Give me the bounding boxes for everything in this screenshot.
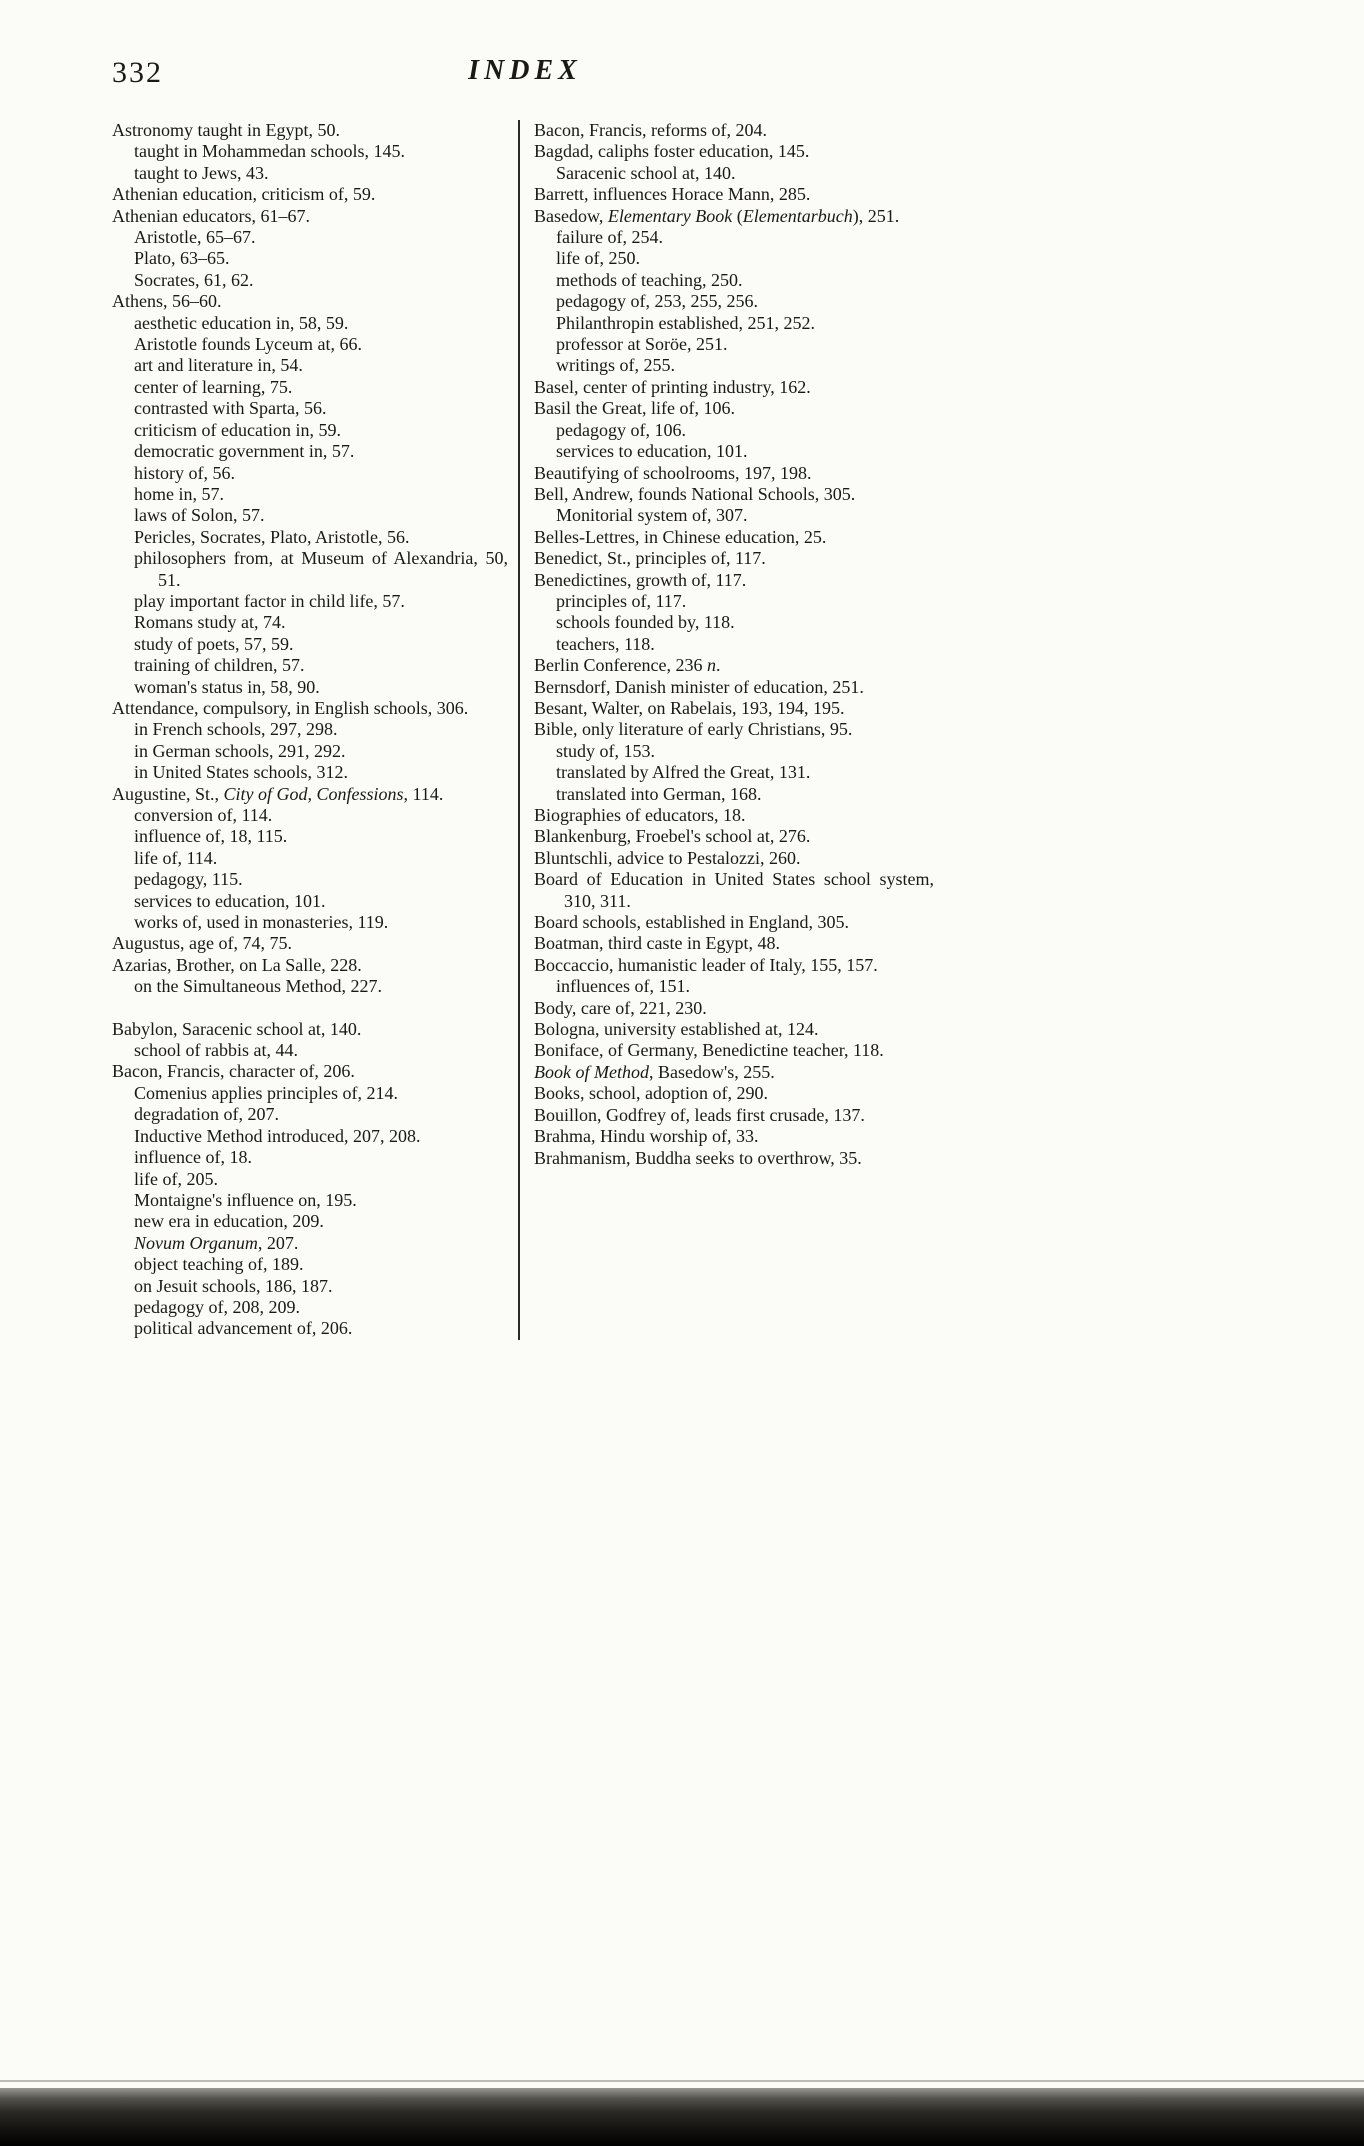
- index-entry: Bell, Andrew, founds National Schools, 305.: [534, 483, 856, 504]
- index-entry: influence of, 18.: [134, 1147, 252, 1168]
- index-entry: on the Simultaneous Method, 227.: [134, 976, 382, 997]
- index-entry: degradation of, 207.: [134, 1104, 279, 1125]
- index-entry: art and literature in, 54.: [134, 355, 303, 376]
- index-entry-italic-text: Book of Method: [534, 1061, 649, 1082]
- index-entry: Inductive Method introduced, 207, 208.: [134, 1125, 421, 1146]
- index-entry: on Jesuit schools, 186, 187.: [134, 1275, 333, 1296]
- index-entry: writings of, 255.: [556, 355, 675, 376]
- index-entry: in United States schools, 312.: [134, 762, 348, 783]
- index-entry-italic-text: Elementarbuch: [742, 205, 853, 226]
- index-entry: [112, 784, 508, 805]
- index-entry: Plato, 63–65.: [134, 248, 230, 269]
- index-entry: taught in Mohammedan schools, 145.: [134, 141, 405, 162]
- index-entry: teachers, 118.: [556, 633, 655, 654]
- index-entry: Benedict, St., principles of, 117.: [534, 548, 766, 569]
- column-left: [112, 120, 508, 1340]
- index-entry: [534, 655, 934, 676]
- index-entry: principles of, 117.: [556, 590, 687, 611]
- index-entry: taught to Jews, 43.: [134, 162, 269, 183]
- index-entry: Boatman, third caste in Egypt, 48.: [534, 933, 780, 954]
- index-entry: Benedictines, growth of, 117.: [534, 569, 747, 590]
- index-entry: Pericles, Socrates, Plato, Aristotle, 56.: [134, 526, 410, 547]
- index-entry: Attendance, compulsory, in English schools, 306.: [112, 697, 469, 718]
- index-entry: laws of Solon, 57.: [134, 505, 265, 526]
- index-entry: Babylon, Saracenic school at, 140.: [112, 1018, 362, 1039]
- index-entry: influence of, 18, 115.: [134, 826, 288, 847]
- index-entry: Aristotle founds Lyceum at, 66.: [134, 334, 362, 355]
- index-entry: [534, 206, 934, 227]
- index-entry: study of, 153.: [556, 740, 655, 761]
- index-entry: life of, 250.: [556, 248, 640, 269]
- index-entry: pedagogy of, 106.: [556, 419, 686, 440]
- index-entry: Romans study at, 74.: [134, 612, 286, 633]
- index-entry: Board of Education in United States school system, 310, 311.: [534, 869, 934, 911]
- index-entry: Athenian educators, 61–67.: [112, 205, 310, 226]
- index-entry: home in, 57.: [134, 483, 224, 504]
- index-entry: professor at Soröe, 251.: [556, 334, 728, 355]
- index-entry: translated into German, 168.: [556, 783, 762, 804]
- index-entry: Athenian education, criticism of, 59.: [112, 184, 376, 205]
- index-entry: pedagogy, 115.: [134, 869, 243, 890]
- index-entry: Bible, only literature of early Christians, 95.: [534, 719, 853, 740]
- index-entry-text: ), 251.: [852, 205, 900, 226]
- column-gap: [112, 998, 508, 1019]
- index-entry: Belles-Lettres, in Chinese education, 25.: [534, 526, 827, 547]
- index-entry: Bacon, Francis, character of, 206.: [112, 1061, 355, 1082]
- page-title: INDEX: [468, 55, 582, 86]
- index-entry: Boniface, of Germany, Benedictine teacher, 118.: [534, 1040, 884, 1061]
- index-entry: in German schools, 291, 292.: [134, 740, 346, 761]
- index-entry: in French schools, 297, 298.: [134, 719, 338, 740]
- index-entry-text: .: [715, 655, 721, 676]
- index-entry: life of, 205.: [134, 1168, 218, 1189]
- index-entry: methods of teaching, 250.: [556, 269, 743, 290]
- index-entry: conversion of, 114.: [134, 805, 273, 825]
- index-entry: Brahma, Hindu worship of, 33.: [534, 1126, 759, 1147]
- index-entry: Bologna, university established at, 124.: [534, 1019, 819, 1040]
- index-entry: Athens, 56–60.: [112, 291, 222, 312]
- index-entry-italic-text: City of God, Confessions: [223, 783, 404, 804]
- scan-artifact-rule: [0, 2080, 1364, 2082]
- index-entry: Boccaccio, humanistic leader of Italy, 155, 157.: [534, 954, 878, 975]
- index-entry: Basel, center of printing industry, 162.: [534, 376, 811, 397]
- index-entry: Aristotle, 65–67.: [134, 227, 256, 248]
- index-entry: center of learning, 75.: [134, 376, 293, 397]
- index-entry: Bluntschli, advice to Pestalozzi, 260.: [534, 847, 801, 868]
- index-entry: Besant, Walter, on Rabelais, 193, 194, 195.: [534, 697, 845, 718]
- index-entry: Augustus, age of, 74, 75.: [112, 933, 292, 954]
- index-entry: democratic government in, 57.: [134, 441, 355, 462]
- page-number: 332: [112, 56, 163, 89]
- index-entry: Bouillon, Godfrey of, leads first crusade, 137.: [534, 1104, 865, 1125]
- index-entry-italic-text: n: [706, 655, 716, 676]
- index-entry: Basil the Great, life of, 106.: [534, 398, 735, 419]
- index-entry: Philanthropin established, 251, 252.: [556, 312, 815, 333]
- index-entry-text: Berlin Conference, 236: [534, 655, 707, 676]
- index-entry: object teaching of, 189.: [134, 1254, 304, 1275]
- index-entry-italic-text: Elementary Book: [607, 205, 733, 226]
- index-entry: play important factor in child life, 57.: [134, 590, 405, 611]
- index-entry: political advancement of, 206.: [134, 1318, 353, 1339]
- index-entry: woman's status in, 58, 90.: [134, 676, 320, 697]
- index-entry: Bernsdorf, Danish minister of education, 251.: [534, 676, 864, 697]
- index-entry: Beautifying of schoolrooms, 197, 198.: [534, 462, 812, 483]
- index-entry-text: Basedow,: [534, 205, 608, 226]
- index-entry: [534, 1062, 934, 1083]
- index-entry: new era in education, 209.: [134, 1211, 324, 1232]
- index-entry: [112, 1233, 508, 1254]
- index-entry: life of, 114.: [134, 847, 218, 868]
- index-entry: schools founded by, 118.: [556, 612, 735, 633]
- index-entry: services to education, 101.: [556, 441, 748, 462]
- index-entry: contrasted with Sparta, 56.: [134, 398, 327, 419]
- index-entry: aesthetic education in, 58, 59.: [134, 312, 349, 333]
- index-entry: training of children, 57.: [134, 655, 305, 676]
- index-entry: Comenius applies principles of, 214.: [134, 1082, 398, 1103]
- index-entry: services to education, 101.: [134, 890, 326, 911]
- index-entry-text: Augustine, St.,: [112, 783, 224, 804]
- index-entry: Blankenburg, Froebel's school at, 276.: [534, 826, 811, 847]
- index-entry: Books, school, adoption of, 290.: [534, 1083, 768, 1104]
- index-columns: [112, 120, 940, 1340]
- index-entry: Barrett, influences Horace Mann, 285.: [534, 184, 811, 205]
- index-entry: philosophers from, at Museum of Alexandria, 50, 51.: [134, 548, 508, 590]
- index-entry-text: , Basedow's, 255.: [648, 1061, 775, 1082]
- index-entry: Azarias, Brother, on La Salle, 228.: [112, 954, 362, 975]
- index-entry: Montaigne's influence on, 195.: [134, 1189, 357, 1210]
- index-entry: pedagogy of, 253, 255, 256.: [556, 291, 758, 312]
- index-entry: history of, 56.: [134, 462, 235, 483]
- index-entry: study of poets, 57, 59.: [134, 633, 294, 654]
- column-divider: [518, 120, 520, 1340]
- scan-artifact-footer: [0, 2088, 1364, 2146]
- index-entry-text: , 114.: [403, 783, 444, 804]
- index-entry-text: , 207.: [257, 1232, 299, 1253]
- index-entry: Biographies of educators, 18.: [534, 805, 746, 825]
- index-entry: Bagdad, caliphs foster education, 145.: [534, 141, 810, 162]
- index-entry: influences of, 151.: [556, 976, 690, 997]
- index-entry: Board schools, established in England, 305.: [534, 912, 849, 933]
- index-entry: Monitorial system of, 307.: [556, 505, 748, 526]
- index-entry: failure of, 254.: [556, 227, 663, 248]
- index-entry: Saracenic school at, 140.: [556, 162, 736, 183]
- column-right: [534, 120, 934, 1340]
- index-entry: Body, care of, 221, 230.: [534, 997, 707, 1018]
- index-entry: translated by Alfred the Great, 131.: [556, 762, 811, 783]
- index-entry: works of, used in monasteries, 119.: [134, 912, 389, 933]
- index-entry: Bacon, Francis, reforms of, 204.: [534, 120, 767, 140]
- index-entry-text: (: [732, 205, 743, 226]
- index-entry: Astronomy taught in Egypt, 50.: [112, 120, 340, 140]
- index-entry: school of rabbis at, 44.: [134, 1040, 298, 1061]
- index-entry: Brahmanism, Buddha seeks to overthrow, 35.: [534, 1147, 862, 1168]
- index-entry: criticism of education in, 59.: [134, 419, 341, 440]
- index-entry: pedagogy of, 208, 209.: [134, 1296, 300, 1317]
- index-entry: Socrates, 61, 62.: [134, 269, 254, 290]
- index-entry-italic-text: Novum Organum: [134, 1232, 258, 1253]
